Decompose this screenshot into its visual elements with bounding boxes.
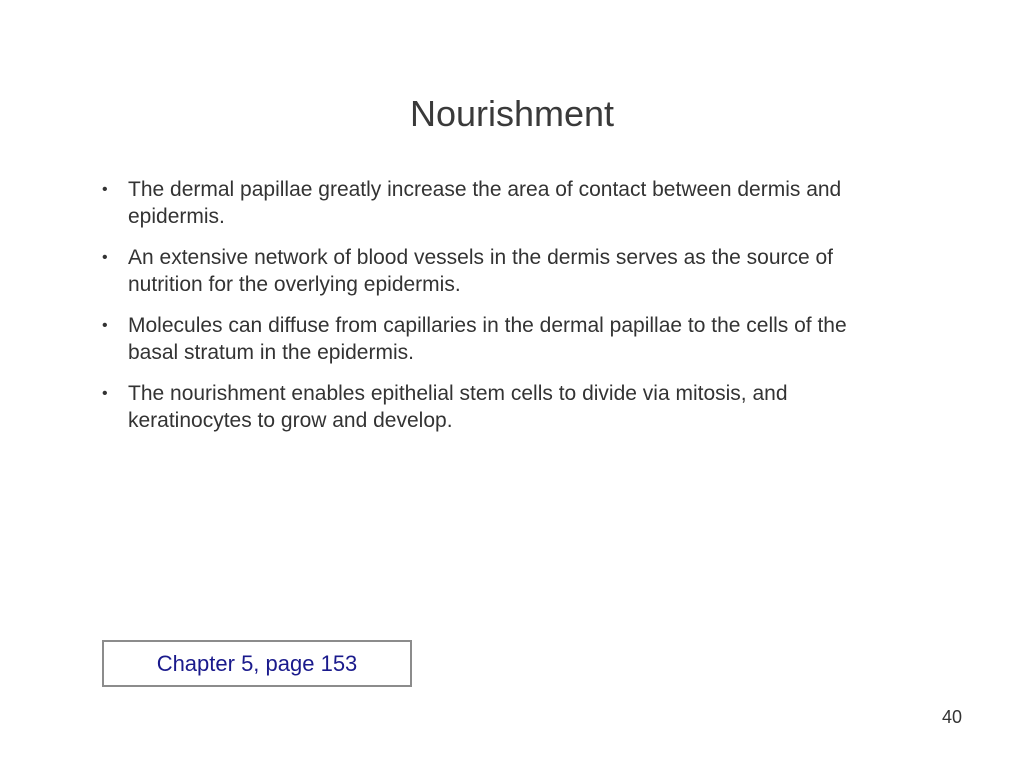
page-number: 40 (941, 707, 962, 727)
list-item (100, 312, 900, 366)
bullet-text: The nourishment enables epithelial stem cells to divide via mitosis, and keratinocytes to grow and develop. (128, 382, 788, 432)
slide-title: Nourishment (409, 93, 615, 134)
reference-box (102, 640, 412, 687)
list-item (100, 176, 900, 230)
bullet-text: The dermal papillae greatly increase the area of contact between dermis and epidermis. (128, 178, 842, 228)
list-item (100, 244, 900, 298)
bullet-icon: • (102, 317, 108, 334)
bullet-icon: • (102, 385, 108, 402)
bullet-text: Molecules can diffuse from capillaries in the dermal papillae to the cells of the basal stratum in the epidermis. (128, 314, 847, 364)
bullet-list (100, 176, 900, 448)
list-item (100, 380, 900, 434)
bullet-icon: • (102, 249, 108, 266)
bullet-text: An extensive network of blood vessels in the dermis serves as the source of nutrition for the overlying epidermis. (128, 246, 834, 296)
reference-label: Chapter 5, page 153 (156, 650, 358, 676)
bullet-icon: • (102, 181, 108, 198)
